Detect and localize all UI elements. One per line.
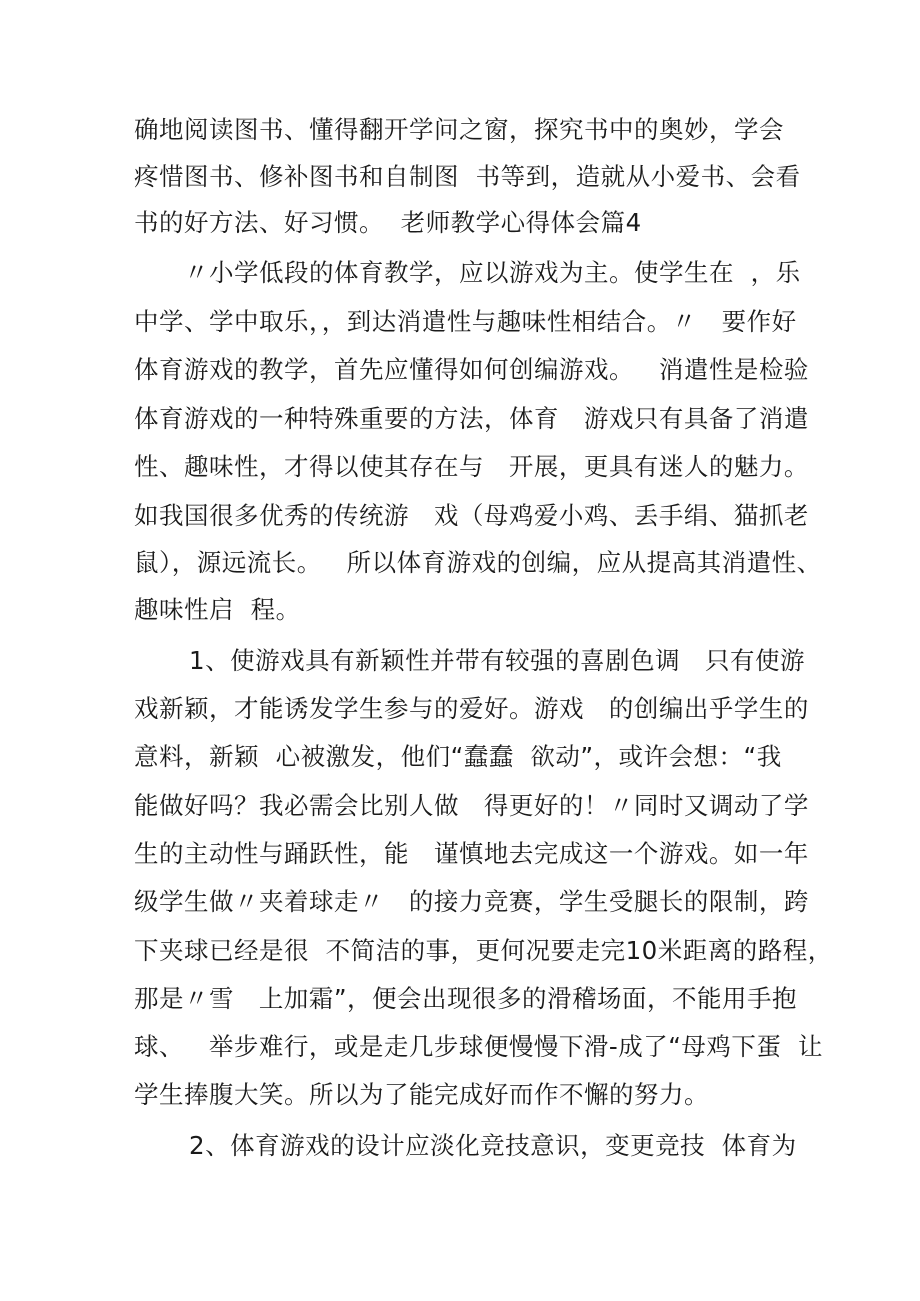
text-line: 如我国很多优秀的传统游 戏（母鸡爱小鸡、丢手绢、猫抓老 bbox=[134, 501, 809, 530]
text-line: 2、体育游戏的设计应淡化竞技意识，变更竞技 体育为 bbox=[189, 1131, 797, 1160]
text-line: 下夹球已经是很 不简洁的事，更何况要走完10米距离的路程， bbox=[134, 936, 833, 965]
text-line: 级学生做〃夹着球走〃 的接力竞赛，学生受腿长的限制，跨 bbox=[134, 887, 809, 916]
text-line: 1、使游戏具有新颖性并带有较强的喜剧色调 只有使游 bbox=[189, 646, 805, 675]
text-line: 体育游戏的教学，首先应懂得如何创编游戏。 消遣性是检验 bbox=[134, 355, 809, 384]
text-line: 中学、学中取乐，，到达消遣性与趣味性相结合。〃 要作好 bbox=[134, 307, 797, 336]
text-line: 体育游戏的一种特殊重要的方法，体育 游戏只有具备了消遣 bbox=[134, 404, 809, 433]
text-line: 〃小学低段的体育教学，应以游戏为主。使学生在 ，乐 bbox=[184, 258, 801, 287]
text-line: 书的好方法、好习惯。 老师教学心得体会篇4 bbox=[134, 208, 642, 237]
text-line: 能做好吗？我必需会比别人做 得更好的！〃同时又调动了学 bbox=[134, 791, 809, 820]
text-line: 球、 举步难行，或是走几步球便慢慢下滑-成了“母鸡下蛋 让 bbox=[134, 1032, 823, 1061]
text-line: 趣味性启 程。 bbox=[134, 595, 301, 624]
text-line: 性、趣味性，才得以使其存在与 开展，更具有迷人的魅力。 bbox=[134, 452, 809, 481]
text-line: 学生捧腹大笑。所以为了能完成好而作不懈的努力。 bbox=[134, 1080, 709, 1109]
text-line: 鼠），源远流长。 所以体育游戏的创编，应从提高其消遣性、 bbox=[134, 548, 822, 577]
text-line: 戏新颖，才能诱发学生参与的爱好。游戏 的创编出乎学生的 bbox=[134, 694, 809, 723]
text-line: 意料，新颖 心被激发，他们“蠢蠢 欲动”，或许会想：“我 bbox=[134, 742, 782, 771]
text-line: 生的主动性与踊跃性，能 谨慎地去完成这一个游戏。如一年 bbox=[134, 839, 809, 868]
text-line: 那是〃雪 上加霜”，便会出现很多的滑稽场面，不能用手抱 bbox=[134, 984, 798, 1013]
text-line: 确地阅读图书、懂得翻开学问之窗，探究书中的奥妙，学会 bbox=[134, 115, 784, 144]
text-line: 疼惜图书、修补图书和自制图 书等到，造就从小爱书、会看 bbox=[134, 162, 801, 191]
